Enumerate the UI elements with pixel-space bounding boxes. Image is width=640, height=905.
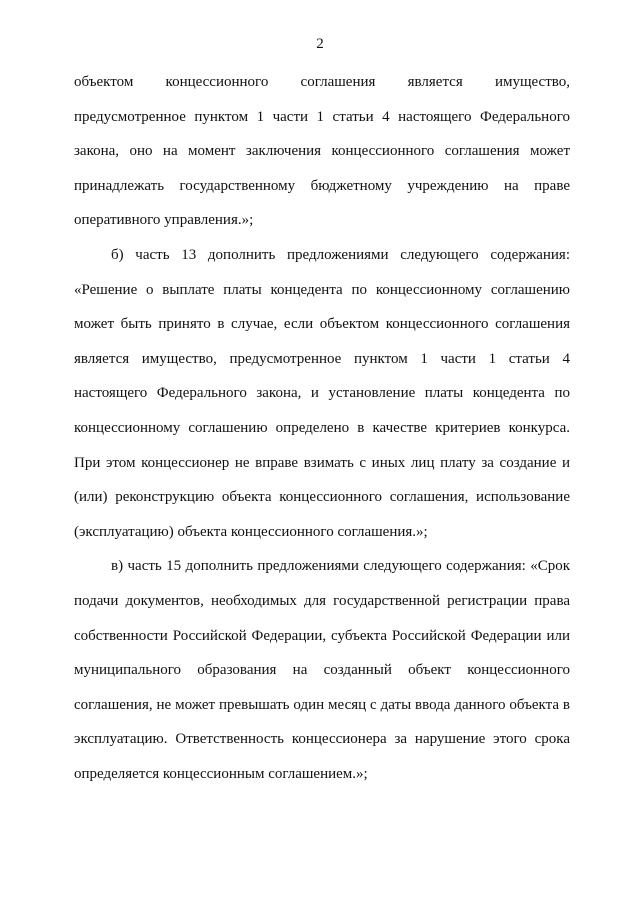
paragraph-item-b: б) часть 13 дополнить предложениями следующего содержания: «Решение о выплате платы концедента по концессионному соглашению может быть принято в случае, если объектом концессионного соглашения является имущество, предусмотренное пунктом 1 части 1 статьи 4 настоящего Федерального закона, и установление платы концедента по концессионному соглашению определено в качестве критериев конкурса. При этом концессионер не вправе взимать с иных лиц плату за создание и (или) реконструкцию объекта концессионного соглашения, использование (эксплуатацию) объекта концессионного соглашения.»; bbox=[74, 246, 570, 540]
paragraph-continuation: объектом концессионного соглашения является имущество, предусмотренное пунктом 1 части 1 статьи 4 настоящего Федерального закона, оно на момент заключения концессионного соглашения может принадлежать государственному бюджетному учреждению на праве оперативного управления.»; bbox=[74, 74, 570, 229]
document-body bbox=[74, 65, 570, 791]
paragraph-item-v: в) часть 15 дополнить предложениями следующего содержания: «Срок подачи документов, необходимых для государственной регистрации права собственности Российской Федерации, субъекта Российской Федерации или муниципального образования на созданный объект концессионного соглашения, не может превышать один месяц с даты ввода данного объекта в эксплуатацию. Ответственность концессионера за нарушение этого срока определяется концессионным соглашением.»; bbox=[74, 558, 570, 782]
page-number: 2 bbox=[316, 36, 324, 52]
